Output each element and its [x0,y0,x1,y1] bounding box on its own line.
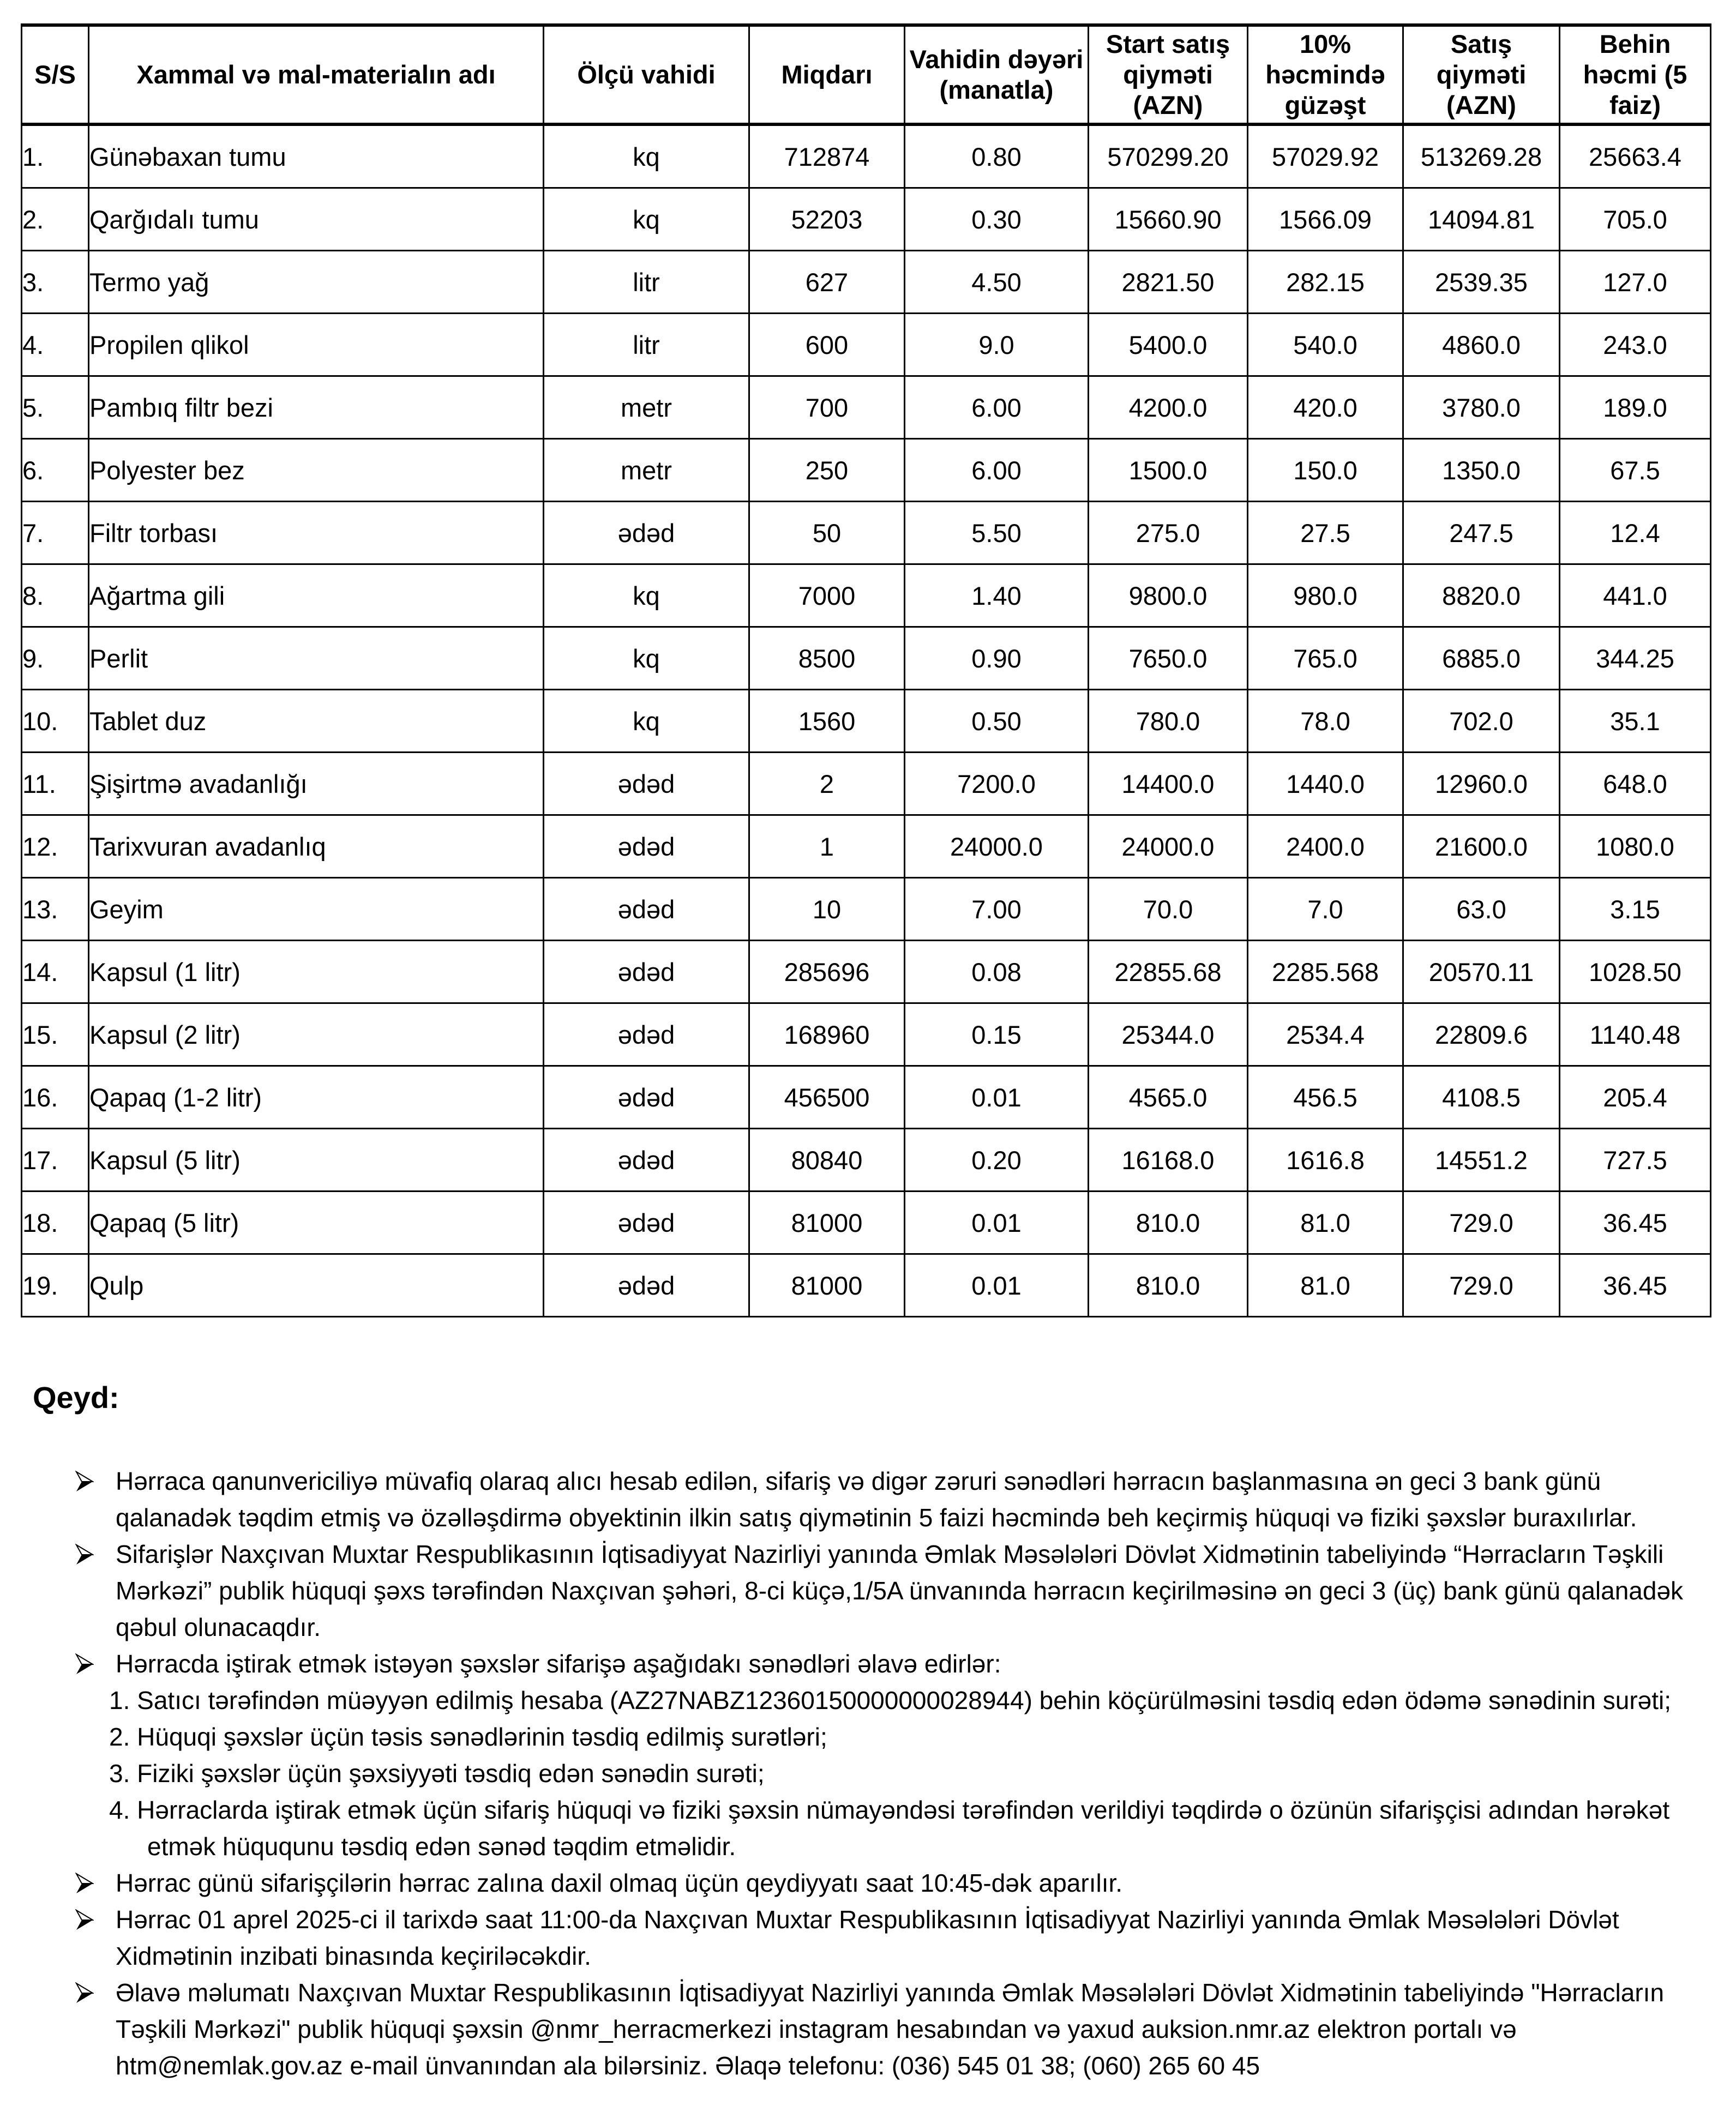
unit-cell: litr [544,314,749,376]
sale-price-cell: 6885.0 [1403,627,1560,690]
quantity-cell: 10 [749,878,905,941]
quantity-cell: 50 [749,502,905,564]
discount-cell: 2534.4 [1248,1003,1403,1066]
start-price-cell: 810.0 [1089,1192,1248,1254]
row-number-cell: 1. [22,124,89,188]
unit-cell: kq [544,690,749,753]
quantity-cell: 1560 [749,690,905,753]
quantity-cell: 700 [749,376,905,439]
quantity-cell: 627 [749,251,905,314]
unit-price-cell: 0.01 [905,1254,1089,1317]
start-price-cell: 14400.0 [1089,753,1248,815]
quantity-cell: 285696 [749,941,905,1003]
table-row [22,690,1711,753]
quantity-cell: 250 [749,439,905,502]
material-name-cell: Pambıq filtr bezi [89,376,544,439]
start-price-cell: 15660.90 [1089,188,1248,251]
discount-cell: 57029.92 [1248,124,1403,188]
quantity-cell: 712874 [749,124,905,188]
unit-price-cell: 0.80 [905,124,1089,188]
row-number-cell: 6. [22,439,89,502]
start-price-cell: 16168.0 [1089,1129,1248,1192]
row-number-cell: 10. [22,690,89,753]
start-price-cell: 780.0 [1089,690,1248,753]
note-bullet [33,1902,1702,1975]
quantity-cell: 81000 [749,1254,905,1317]
required-documents-list [33,1682,1702,1865]
deposit-cell: 127.0 [1560,251,1711,314]
header-start-price: Start satış qiyməti (AZN) [1089,25,1248,124]
unit-cell: ədəd [544,878,749,941]
unit-cell: ədəd [544,753,749,815]
deposit-cell: 1080.0 [1560,815,1711,878]
unit-cell: ədəd [544,1003,749,1066]
unit-price-cell: 24000.0 [905,815,1089,878]
row-number-cell: 7. [22,502,89,564]
discount-cell: 150.0 [1248,439,1403,502]
arrowhead-bullet-icon [75,1982,94,2004]
quantity-cell: 52203 [749,188,905,251]
arrowhead-bullet-icon [75,1873,94,1894]
arrowhead-bullet-icon [75,1909,94,1931]
discount-cell: 282.15 [1248,251,1403,314]
discount-cell: 1566.09 [1248,188,1403,251]
deposit-cell: 1028.50 [1560,941,1711,1003]
row-number-cell: 16. [22,1066,89,1129]
discount-cell: 78.0 [1248,690,1403,753]
deposit-cell: 705.0 [1560,188,1711,251]
discount-cell: 2400.0 [1248,815,1403,878]
sale-price-cell: 4860.0 [1403,314,1560,376]
material-name-cell: Geyim [89,878,544,941]
material-name-cell: Perlit [89,627,544,690]
arrowhead-bullet-icon [75,1544,94,1566]
unit-price-cell: 0.15 [905,1003,1089,1066]
discount-cell: 456.5 [1248,1066,1403,1129]
unit-cell: metr [544,439,749,502]
deposit-cell: 3.15 [1560,878,1711,941]
sale-price-cell: 2539.35 [1403,251,1560,314]
sale-price-cell: 8820.0 [1403,564,1560,627]
deposit-cell: 35.1 [1560,690,1711,753]
notes-title: Qeyd: [33,1380,119,1415]
material-name-cell: Kapsul (1 litr) [89,941,544,1003]
sale-price-cell: 729.0 [1403,1192,1560,1254]
table-row [22,1192,1711,1254]
deposit-cell: 648.0 [1560,753,1711,815]
table-row [22,376,1711,439]
note-bullet [33,1463,1702,1536]
start-price-cell: 275.0 [1089,502,1248,564]
document-item: 4. Hərraclarda iştirak etmək üçün sifariş hüquqi və fiziki şəxsin nümayəndəsi tərəfindən verildiyi təqdirdə o özünün sifarişçisi adından hərəkət etmək hüququnu təsdiq edən sənəd təqdim etməlidir. [109,1796,1670,1861]
unit-cell: metr [544,376,749,439]
table-row [22,1066,1711,1129]
header-unit-price: Vahidin dəyəri (manatla) [905,25,1089,124]
unit-price-cell: 5.50 [905,502,1089,564]
unit-price-cell: 6.00 [905,439,1089,502]
deposit-cell: 727.5 [1560,1129,1711,1192]
discount-cell: 2285.568 [1248,941,1403,1003]
sale-price-cell: 12960.0 [1403,753,1560,815]
discount-cell: 1440.0 [1248,753,1403,815]
material-name-cell: Şişirtmə avadanlığı [89,753,544,815]
unit-cell: litr [544,251,749,314]
row-number-cell: 13. [22,878,89,941]
discount-cell: 540.0 [1248,314,1403,376]
deposit-cell: 205.4 [1560,1066,1711,1129]
start-price-cell: 4200.0 [1089,376,1248,439]
unit-price-cell: 0.01 [905,1066,1089,1129]
unit-cell: kq [544,124,749,188]
unit-price-cell: 0.08 [905,941,1089,1003]
note-text: Hərrac günü sifarişçilərin hərrac zalına daxil olmaq üçün qeydiyyatı saat 10:45-dək aparılır. [116,1869,1123,1897]
quantity-cell: 1 [749,815,905,878]
unit-cell: ədəd [544,1254,749,1317]
note-bullet [33,1536,1702,1646]
table-row [22,753,1711,815]
start-price-cell: 9800.0 [1089,564,1248,627]
material-name-cell: Kapsul (2 litr) [89,1003,544,1066]
note-bullet [33,1975,1702,2084]
unit-cell: ədəd [544,1192,749,1254]
sale-price-cell: 3780.0 [1403,376,1560,439]
deposit-cell: 36.45 [1560,1192,1711,1254]
unit-cell: ədəd [544,1129,749,1192]
deposit-cell: 67.5 [1560,439,1711,502]
start-price-cell: 22855.68 [1089,941,1248,1003]
material-name-cell: Propilen qlikol [89,314,544,376]
unit-price-cell: 9.0 [905,314,1089,376]
unit-cell: ədəd [544,941,749,1003]
material-name-cell: Qapaq (5 litr) [89,1192,544,1254]
header-deposit: Behin həcmi (5 faiz) [1560,25,1711,124]
arrowhead-bullet-icon [75,1471,94,1493]
quantity-cell: 8500 [749,627,905,690]
sale-price-cell: 513269.28 [1403,124,1560,188]
sale-price-cell: 1350.0 [1403,439,1560,502]
document-item: 3. Fiziki şəxslər üçün şəxsiyyəti təsdiq edən sənədin surəti; [109,1759,765,1788]
row-number-cell: 18. [22,1192,89,1254]
unit-price-cell: 4.50 [905,251,1089,314]
row-number-cell: 4. [22,314,89,376]
discount-cell: 420.0 [1248,376,1403,439]
unit-cell: ədəd [544,1066,749,1129]
material-name-cell: Filtr torbası [89,502,544,564]
table-row [22,439,1711,502]
note-text: Əlavə məlumatı Naxçıvan Muxtar Respublikasının İqtisadiyyat Nazirliyi yanında Əmlak Məsələləri Dövlət Xidmətinin tabeliyində "Hərracların Təşkili Mərkəzi" publik hüquqi şəxsin @nmr_herracmerkezi instagram hesabından və yaxud auksion.nmr.az elektron portalı və htm@nemlak.gov.az e-mail ünvanından ala bilərsiniz. Əlaqə telefonu: (036) 545 01 38; (060) 265 60 45 [116,1978,1665,2080]
unit-cell: kq [544,627,749,690]
unit-cell: kq [544,564,749,627]
header-sale-price: Satış qiyməti (AZN) [1403,25,1560,124]
start-price-cell: 70.0 [1089,878,1248,941]
start-price-cell: 5400.0 [1089,314,1248,376]
quantity-cell: 80840 [749,1129,905,1192]
table-row [22,124,1711,188]
unit-price-cell: 0.50 [905,690,1089,753]
unit-price-cell: 7200.0 [905,753,1089,815]
row-number-cell: 3. [22,251,89,314]
sale-price-cell: 20570.11 [1403,941,1560,1003]
sale-price-cell: 702.0 [1403,690,1560,753]
deposit-cell: 25663.4 [1560,124,1711,188]
unit-price-cell: 0.30 [905,188,1089,251]
row-number-cell: 14. [22,941,89,1003]
material-name-cell: Kapsul (5 litr) [89,1129,544,1192]
unit-cell: ədəd [544,502,749,564]
quantity-cell: 456500 [749,1066,905,1129]
material-name-cell: Qarğıdalı tumu [89,188,544,251]
header-discount: 10% həcmində güzəşt [1248,25,1403,124]
row-number-cell: 19. [22,1254,89,1317]
sale-price-cell: 63.0 [1403,878,1560,941]
sale-price-cell: 4108.5 [1403,1066,1560,1129]
notes-section [33,1380,1702,2084]
deposit-cell: 441.0 [1560,564,1711,627]
deposit-cell: 189.0 [1560,376,1711,439]
material-name-cell: Ağartma gili [89,564,544,627]
discount-cell: 27.5 [1248,502,1403,564]
start-price-cell: 7650.0 [1089,627,1248,690]
discount-cell: 765.0 [1248,627,1403,690]
deposit-cell: 243.0 [1560,314,1711,376]
document-item: 2. Hüquqi şəxslər üçün təsis sənədlərinin təsdiq edilmiş surətləri; [109,1723,827,1751]
table-row [22,502,1711,564]
row-number-cell: 15. [22,1003,89,1066]
material-name-cell: Qulp [89,1254,544,1317]
discount-cell: 1616.8 [1248,1129,1403,1192]
quantity-cell: 2 [749,753,905,815]
sale-price-cell: 22809.6 [1403,1003,1560,1066]
sale-price-cell: 247.5 [1403,502,1560,564]
unit-price-cell: 0.01 [905,1192,1089,1254]
unit-price-cell: 6.00 [905,376,1089,439]
table-row [22,188,1711,251]
row-number-cell: 8. [22,564,89,627]
unit-price-cell: 1.40 [905,564,1089,627]
table-row [22,1003,1711,1066]
row-number-cell: 5. [22,376,89,439]
material-name-cell: Qapaq (1-2 litr) [89,1066,544,1129]
table-row [22,251,1711,314]
discount-cell: 81.0 [1248,1254,1403,1317]
table-row [22,941,1711,1003]
deposit-cell: 12.4 [1560,502,1711,564]
note-text: Hərrac 01 aprel 2025-ci il tarixdə saat 11:00-da Naxçıvan Muxtar Respublikasının İqtisadiyyat Nazirliyi yanında Əmlak Məsələləri Dövlət Xidmətinin inzibati binasında keçiriləcəkdir. [116,1905,1619,1970]
discount-cell: 7.0 [1248,878,1403,941]
discount-cell: 980.0 [1248,564,1403,627]
material-name-cell: Polyester bez [89,439,544,502]
note-text: Sifarişlər Naxçıvan Muxtar Respublikasının İqtisadiyyat Nazirliyi yanında Əmlak Məsələləri Dövlət Xidmətinin tabeliyində “Hərracların Təşkili Mərkəzi” publik hüquqi şəxs tərəfindən Naxçıvan şəhəri, 8-ci küçə,1/5A ünvanında hərracın keçirilməsinə ən geci 3 (üç) bank günü qalanadək qəbul olunacaqdır. [116,1540,1684,1641]
sale-price-cell: 14094.81 [1403,188,1560,251]
table-row [22,1254,1711,1317]
start-price-cell: 1500.0 [1089,439,1248,502]
table-row [22,815,1711,878]
header-quantity: Miqdarı [749,25,905,124]
quantity-cell: 81000 [749,1192,905,1254]
row-number-cell: 12. [22,815,89,878]
unit-price-cell: 0.90 [905,627,1089,690]
table-row [22,564,1711,627]
start-price-cell: 2821.50 [1089,251,1248,314]
start-price-cell: 24000.0 [1089,815,1248,878]
material-name-cell: Tablet duz [89,690,544,753]
arrowhead-bullet-icon [75,1653,94,1675]
material-name-cell: Termo yağ [89,251,544,314]
row-number-cell: 17. [22,1129,89,1192]
header-sn: S/S [22,25,89,124]
table-row [22,314,1711,376]
deposit-cell: 1140.48 [1560,1003,1711,1066]
discount-cell: 81.0 [1248,1192,1403,1254]
material-name-cell: Günəbaxan tumu [89,124,544,188]
unit-price-cell: 7.00 [905,878,1089,941]
note-bullet [33,1646,1702,1682]
note-text: Hərracda iştirak etmək istəyən şəxslər sifarişə aşağıdakı sənədləri əlavə edirlər: [116,1650,1001,1678]
quantity-cell: 7000 [749,564,905,627]
quantity-cell: 168960 [749,1003,905,1066]
row-number-cell: 9. [22,627,89,690]
row-number-cell: 11. [22,753,89,815]
header-name: Xammal və mal-materialın adı [89,25,544,124]
quantity-cell: 600 [749,314,905,376]
material-name-cell: Tarixvuran avadanlıq [89,815,544,878]
table-row [22,1129,1711,1192]
unit-cell: kq [544,188,749,251]
sale-price-cell: 14551.2 [1403,1129,1560,1192]
deposit-cell: 36.45 [1560,1254,1711,1317]
note-bullet [33,1865,1702,1902]
row-number-cell: 2. [22,188,89,251]
start-price-cell: 810.0 [1089,1254,1248,1317]
start-price-cell: 4565.0 [1089,1066,1248,1129]
document-item: 1. Satıcı tərəfindən müəyyən edilmiş hesaba (AZ27NABZ12360150000000028944) behin köçürülməsini təsdiq edən ödəmə sənədinin surəti; [109,1686,1672,1714]
table-header-row [22,25,1711,124]
table-row [22,878,1711,941]
start-price-cell: 570299.20 [1089,124,1248,188]
note-text: Hərraca qanunvericiliyə müvafiq olaraq alıcı hesab edilən, sifariş və digər zəruri sənədləri hərracın başlanmasına ən geci 3 bank günü qalanadək təqdim etmiş və özəlləşdirmə obyektinin ilkin satış qiymətinin 5 faizi həcmində beh keçirmiş hüquqi və fiziki şəxslər buraxılırlar. [116,1467,1637,1532]
start-price-cell: 25344.0 [1089,1003,1248,1066]
unit-price-cell: 0.20 [905,1129,1089,1192]
table-row [22,627,1711,690]
header-unit: Ölçü vahidi [544,25,749,124]
sale-price-cell: 729.0 [1403,1254,1560,1317]
sale-price-cell: 21600.0 [1403,815,1560,878]
unit-cell: ədəd [544,815,749,878]
deposit-cell: 344.25 [1560,627,1711,690]
materials-table [21,23,1711,1317]
